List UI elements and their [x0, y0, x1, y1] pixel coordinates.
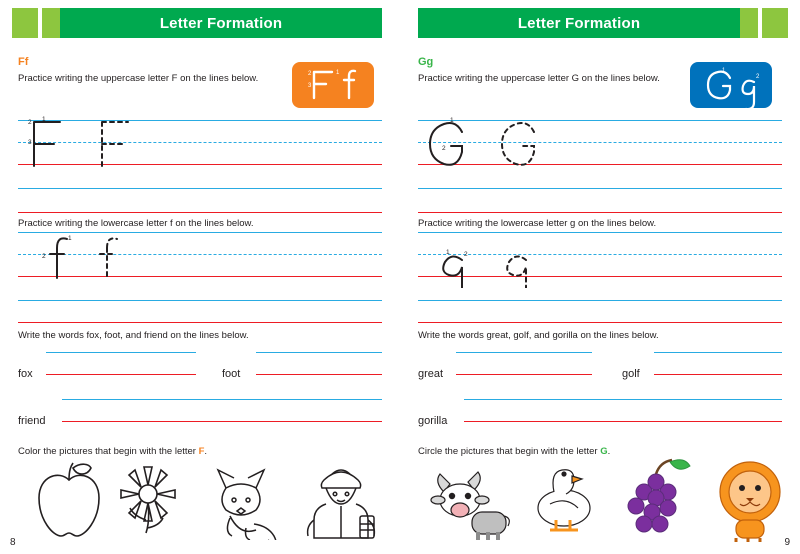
rule-base-upper2-right	[418, 212, 782, 213]
word-foot: foot	[222, 368, 241, 380]
banner-title-right: Letter Formation	[517, 14, 641, 32]
trace-lowercase-right	[422, 226, 592, 288]
wordline-base-1-left	[46, 374, 196, 375]
svg-text:1: 1	[446, 249, 450, 256]
instruction-lowercase-left: Practice writing the lowercase letter f on the lines below.	[18, 218, 254, 229]
word-great: great	[418, 368, 444, 380]
letter-badge-right	[690, 62, 772, 108]
wordline-top-2-right	[654, 352, 782, 353]
page-right	[400, 0, 800, 554]
picture-grapes	[612, 452, 702, 542]
wordline-top-1-right	[456, 352, 592, 353]
svg-text:2: 2	[28, 119, 32, 126]
svg-text:3: 3	[28, 139, 32, 146]
instruction-pictures-right	[418, 446, 610, 457]
page-number-right: 9	[784, 537, 790, 548]
instruction-pictures-suffix-right: .	[607, 446, 611, 457]
wordline-base-3-left	[62, 421, 382, 422]
wordline-top-3-left	[62, 399, 382, 400]
instruction-pictures-letter-right: G	[600, 446, 608, 457]
rule-top-lower2-right	[418, 300, 782, 301]
trace-lowercase-left	[24, 228, 184, 284]
badge-letter-art-left	[292, 62, 374, 108]
trace-uppercase-left	[24, 114, 184, 172]
wordline-base-3-right	[464, 421, 782, 422]
instruction-uppercase-left: Practice writing the uppercase letter F on the lines below.	[18, 73, 259, 84]
svg-text:1: 1	[336, 70, 340, 76]
wordline-top-1-left	[46, 352, 196, 353]
svg-text:2: 2	[42, 253, 46, 260]
instruction-uppercase-right: Practice writing the uppercase letter G on the lines below.	[418, 73, 660, 84]
letter-heading-left: Ff	[18, 56, 29, 68]
page-banner-right	[418, 8, 740, 38]
instruction-lowercase-right: Practice writing the lowercase letter g on the lines below.	[418, 218, 657, 229]
letter-heading-right: Gg	[418, 56, 434, 68]
badge-letter-art-right	[690, 62, 772, 108]
page-number-left: 8	[10, 537, 16, 548]
instruction-pictures-prefix-left: Color the pictures that begin with the letter	[18, 446, 199, 457]
svg-text:2: 2	[308, 71, 312, 77]
svg-text:1: 1	[42, 116, 46, 123]
page-banner-left	[60, 8, 382, 38]
letter-badge-left	[292, 62, 374, 108]
wordline-base-1-right	[456, 374, 592, 375]
svg-text:3: 3	[308, 83, 312, 89]
picture-goat	[422, 460, 514, 540]
rule-base-lower2-right	[418, 322, 782, 323]
instruction-pictures-letter-left: F	[198, 446, 205, 457]
wordline-top-3-right	[464, 399, 782, 400]
banner-chip-left-1	[12, 8, 38, 38]
wordline-base-2-left	[256, 374, 382, 375]
svg-text:2: 2	[442, 145, 446, 152]
instruction-pictures-left	[18, 446, 207, 457]
wordline-base-2-right	[654, 374, 782, 375]
picture-goose	[520, 458, 606, 540]
picture-lion	[706, 452, 794, 542]
wordline-top-2-left	[256, 352, 382, 353]
banner-chip-right-2	[762, 8, 788, 38]
svg-text:1: 1	[68, 235, 72, 242]
rule-base-lower2-left	[18, 322, 382, 323]
instruction-pictures-suffix-left: .	[204, 446, 208, 457]
trace-uppercase-right	[422, 114, 592, 172]
picture-firefighter	[296, 454, 386, 542]
word-fox: fox	[18, 368, 33, 380]
rule-top-upper2-right	[418, 188, 782, 189]
rule-top-lower2-left	[18, 300, 382, 301]
rule-top-upper2-left	[18, 188, 382, 189]
word-golf: golf	[622, 368, 640, 380]
picture-fox	[196, 458, 292, 540]
svg-text:2: 2	[756, 74, 760, 80]
picture-apple	[30, 458, 108, 540]
instruction-pictures-prefix-right: Circle the pictures that begin with the letter	[418, 446, 601, 457]
banner-title-left: Letter Formation	[159, 14, 283, 32]
instruction-words-right: Write the words great, golf, and gorilla on the lines below.	[418, 330, 659, 341]
svg-text:1: 1	[722, 68, 726, 74]
instruction-words-left: Write the words fox, foot, and friend on the lines below.	[18, 330, 249, 341]
svg-text:2: 2	[464, 251, 468, 258]
rule-base-upper2-left	[18, 212, 382, 213]
word-friend: friend	[18, 415, 46, 427]
picture-flower	[108, 462, 188, 538]
svg-text:1: 1	[450, 117, 454, 124]
word-gorilla: gorilla	[418, 415, 448, 427]
